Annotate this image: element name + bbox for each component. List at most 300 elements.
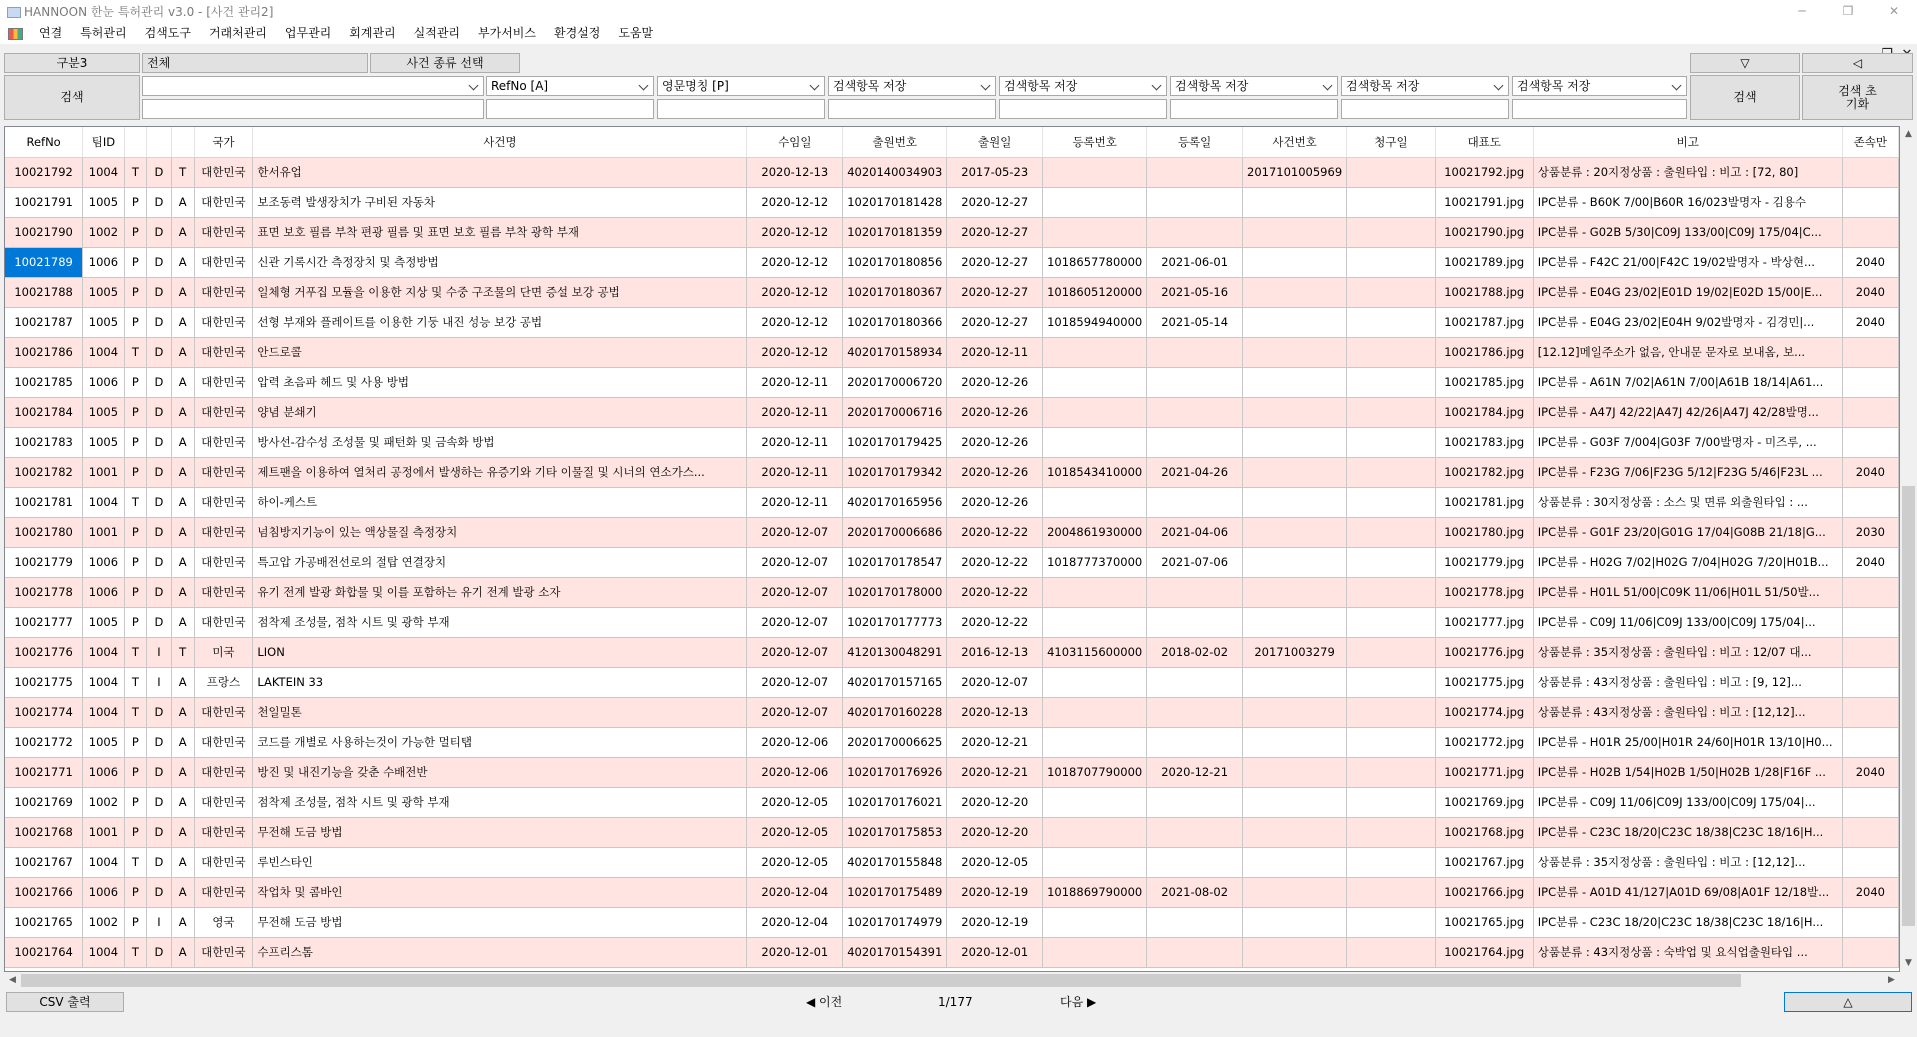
cell-status[interactable]: A [171,367,194,397]
cell-refno[interactable]: 10021766 [5,877,83,907]
cell-country[interactable]: 대한민국 [194,517,253,547]
cell-reg-no[interactable]: 2004861930000 [1043,517,1147,547]
cell-rep-image[interactable]: 10021768.jpg [1435,817,1533,847]
cell-term[interactable]: 2040 [1842,307,1898,337]
cell-status[interactable]: A [171,277,194,307]
cell-refno[interactable]: 10021788 [5,277,83,307]
cell-rep-image[interactable]: 10021769.jpg [1435,787,1533,817]
cell-term[interactable] [1842,157,1898,187]
cell-team-id[interactable]: 1004 [83,697,124,727]
cell-app-no[interactable]: 4020140034903 [843,157,947,187]
cell-reg-no[interactable] [1043,367,1147,397]
column-header-accept-date[interactable]: 수임일 [747,127,843,157]
cell-rep-image[interactable]: 10021778.jpg [1435,577,1533,607]
maximize-icon[interactable]: ❐ [1842,4,1854,18]
cell-case-name[interactable]: 천일밀톤 [253,697,747,727]
cell-app-date[interactable]: 2020-12-19 [947,877,1043,907]
menu-item-search-tools[interactable]: 검색도구 [144,26,191,40]
cell-reg-date[interactable] [1147,397,1243,427]
cell-type[interactable]: P [124,577,147,607]
cell-term[interactable] [1842,817,1898,847]
cell-refno[interactable]: 10021789 [5,247,83,277]
table-row[interactable] [5,757,1899,787]
cell-team-id[interactable]: 1001 [83,817,124,847]
cell-status[interactable]: A [171,817,194,847]
cell-status[interactable]: A [171,937,194,967]
cell-case-name[interactable]: 점착제 조성물, 점착 시트 및 광학 부재 [253,607,747,637]
cell-domestic[interactable]: D [147,757,172,787]
table-row[interactable] [5,607,1899,637]
cell-domestic[interactable]: D [147,367,172,397]
filter-select-english-name[interactable] [657,76,825,96]
cell-reg-date[interactable] [1147,817,1243,847]
filter-select-1[interactable] [142,76,484,96]
filter-input-english-name[interactable] [657,99,825,119]
cell-reg-no[interactable] [1043,577,1147,607]
cell-claim-date[interactable] [1347,457,1436,487]
cell-domestic[interactable]: D [147,487,172,517]
cell-reg-date[interactable] [1147,367,1243,397]
cell-case-name[interactable]: 하이-케스트 [253,487,747,517]
filter-input-7[interactable] [1341,99,1509,119]
cell-country[interactable]: 대한민국 [194,757,253,787]
cell-remarks[interactable]: IPC분류 - A47J 42/22|A47J 42/26|A47J 42/28발명... [1533,397,1842,427]
cell-type[interactable]: P [124,397,147,427]
scroll-left-icon[interactable]: ◀ [9,975,16,985]
cell-app-date[interactable]: 2020-12-11 [947,337,1043,367]
cell-app-date[interactable]: 2020-12-19 [947,907,1043,937]
filter-select-refno[interactable] [486,76,654,96]
cell-case-no[interactable] [1243,277,1347,307]
cell-domestic[interactable]: D [147,697,172,727]
cell-case-name[interactable]: 무전해 도금 방법 [253,817,747,847]
cell-app-no[interactable]: 1020170181359 [843,217,947,247]
cell-accept-date[interactable]: 2020-12-05 [747,787,843,817]
cell-status[interactable]: A [171,337,194,367]
cell-rep-image[interactable]: 10021766.jpg [1435,877,1533,907]
menu-item-settings[interactable]: 환경설정 [554,26,601,40]
scroll-down-icon[interactable]: ▼ [1905,958,1912,968]
cell-case-no[interactable] [1243,907,1347,937]
cell-reg-date[interactable]: 2021-08-02 [1147,877,1243,907]
cell-term[interactable]: 2040 [1842,757,1898,787]
cell-team-id[interactable]: 1005 [83,307,124,337]
cell-accept-date[interactable]: 2020-12-07 [747,517,843,547]
cell-case-no[interactable] [1243,307,1347,337]
cell-rep-image[interactable]: 10021781.jpg [1435,487,1533,517]
cell-rep-image[interactable]: 10021772.jpg [1435,727,1533,757]
cell-refno[interactable]: 10021784 [5,397,83,427]
cell-term[interactable] [1842,367,1898,397]
cell-case-name[interactable]: 제트팬을 이용하여 열처리 공정에서 발생하는 유증기와 기타 이물질 및 시너의 연소가스... [253,457,747,487]
table-row[interactable] [5,847,1899,877]
cell-status[interactable]: A [171,187,194,217]
cell-team-id[interactable]: 1006 [83,577,124,607]
cell-country[interactable]: 대한민국 [194,337,253,367]
cell-team-id[interactable]: 1001 [83,457,124,487]
cell-accept-date[interactable]: 2020-12-12 [747,247,843,277]
prev-page-button[interactable]: ◀ 이전 [806,995,843,1009]
table-row[interactable] [5,547,1899,577]
cell-reg-no[interactable] [1043,427,1147,457]
cell-app-no[interactable]: 1020170180366 [843,307,947,337]
filter-select-7[interactable] [1341,76,1509,96]
cell-domestic[interactable]: D [147,937,172,967]
cell-rep-image[interactable]: 10021777.jpg [1435,607,1533,637]
cell-rep-image[interactable]: 10021767.jpg [1435,847,1533,877]
cell-claim-date[interactable] [1347,427,1436,457]
cell-case-name[interactable]: 보조동력 발생장치가 구비된 자동차 [253,187,747,217]
cell-reg-no[interactable] [1043,937,1147,967]
cell-term[interactable] [1842,697,1898,727]
cell-domestic[interactable]: D [147,307,172,337]
cell-term[interactable] [1842,577,1898,607]
cell-accept-date[interactable]: 2020-12-11 [747,367,843,397]
cell-country[interactable]: 대한민국 [194,697,253,727]
cell-team-id[interactable]: 1004 [83,337,124,367]
cell-case-no[interactable]: 2017101005969 [1243,157,1347,187]
cell-remarks[interactable]: 상품분류 : 43지정상품 : 출원타입 : 비고 : [12,12]... [1533,697,1842,727]
filter-select-8[interactable] [1512,76,1687,96]
cell-app-date[interactable]: 2020-12-26 [947,427,1043,457]
cell-status[interactable]: A [171,907,194,937]
category-select[interactable] [142,53,368,73]
back-button[interactable]: ◁ [1802,53,1913,73]
cell-team-id[interactable]: 1006 [83,247,124,277]
cell-rep-image[interactable]: 10021764.jpg [1435,937,1533,967]
cell-rep-image[interactable]: 10021783.jpg [1435,427,1533,457]
cell-reg-no[interactable]: 1018605120000 [1043,277,1147,307]
cell-remarks[interactable]: IPC분류 - C09J 11/06|C09J 133/00|C09J 175/04|... [1533,787,1842,817]
cell-remarks[interactable]: IPC분류 - A01D 41/127|A01D 69/08|A01F 12/18발... [1533,877,1842,907]
cell-remarks[interactable]: IPC분류 - H01L 51/00|C09K 11/06|H01L 51/50발... [1533,577,1842,607]
cell-reg-date[interactable] [1147,487,1243,517]
cell-term[interactable]: 2040 [1842,457,1898,487]
table-row[interactable] [5,277,1899,307]
cell-team-id[interactable]: 1002 [83,787,124,817]
cell-reg-no[interactable] [1043,697,1147,727]
cell-refno[interactable]: 10021764 [5,937,83,967]
cell-country[interactable]: 대한민국 [194,727,253,757]
table-row[interactable] [5,157,1899,187]
cell-domestic[interactable]: D [147,427,172,457]
cell-type[interactable]: T [124,637,147,667]
cell-remarks[interactable]: IPC분류 - H02B 1/54|H02B 1/50|H02B 1/28|F16F ... [1533,757,1842,787]
cell-domestic[interactable]: D [147,847,172,877]
cell-reg-date[interactable] [1147,727,1243,757]
cell-app-date[interactable]: 2020-12-26 [947,397,1043,427]
cell-reg-date[interactable] [1147,937,1243,967]
cell-remarks[interactable]: [12.12]메일주소가 없음, 안내문 문자로 보내옴, 보... [1533,337,1842,367]
cell-app-no[interactable]: 4020170165956 [843,487,947,517]
cell-accept-date[interactable]: 2020-12-05 [747,817,843,847]
table-row[interactable] [5,187,1899,217]
cell-status[interactable]: A [171,847,194,877]
cell-status[interactable]: A [171,457,194,487]
cell-remarks[interactable]: IPC분류 - E04G 23/02|E04H 9/02발명자 - 김경민|... [1533,307,1842,337]
cell-domestic[interactable]: D [147,517,172,547]
cell-claim-date[interactable] [1347,487,1436,517]
cell-app-date[interactable]: 2020-12-27 [947,187,1043,217]
cell-app-date[interactable]: 2020-12-26 [947,457,1043,487]
cell-reg-date[interactable]: 2021-07-06 [1147,547,1243,577]
cell-case-no[interactable] [1243,457,1347,487]
column-header-term[interactable]: 존속만 [1842,127,1898,157]
cell-accept-date[interactable]: 2020-12-13 [747,157,843,187]
column-header-case-no[interactable]: 사건번호 [1243,127,1347,157]
table-row[interactable] [5,697,1899,727]
cell-status[interactable]: A [171,577,194,607]
cell-case-no[interactable] [1243,247,1347,277]
cell-case-no[interactable] [1243,367,1347,397]
table-row[interactable] [5,247,1899,277]
cell-case-name[interactable]: 코드를 개별로 사용하는것이 가능한 멀티탭 [253,727,747,757]
cell-domestic[interactable]: D [147,577,172,607]
cell-country[interactable]: 대한민국 [194,427,253,457]
expand-button[interactable]: △ [1784,992,1912,1012]
cell-term[interactable]: 2040 [1842,547,1898,577]
cell-domestic[interactable]: D [147,607,172,637]
cell-term[interactable] [1842,427,1898,457]
cell-case-no[interactable] [1243,427,1347,457]
cell-accept-date[interactable]: 2020-12-07 [747,607,843,637]
cell-rep-image[interactable]: 10021789.jpg [1435,247,1533,277]
cell-refno[interactable]: 10021781 [5,487,83,517]
cell-refno[interactable]: 10021767 [5,847,83,877]
vertical-scroll-thumb[interactable] [1902,486,1915,926]
cell-domestic[interactable]: D [147,337,172,367]
cell-rep-image[interactable]: 10021788.jpg [1435,277,1533,307]
cell-type[interactable]: T [124,847,147,877]
cell-remarks[interactable]: 상품분류 : 43지정상품 : 출원타입 : 비고 : [9, 12]... [1533,667,1842,697]
cell-type[interactable]: P [124,217,147,247]
scroll-up-icon[interactable]: ▲ [1905,129,1912,139]
cell-refno[interactable]: 10021765 [5,907,83,937]
cell-claim-date[interactable] [1347,637,1436,667]
cell-reg-no[interactable] [1043,907,1147,937]
cell-app-no[interactable]: 1020170181428 [843,187,947,217]
column-header-domestic[interactable] [147,127,172,157]
cell-status[interactable]: A [171,547,194,577]
cell-refno[interactable]: 10021774 [5,697,83,727]
cell-team-id[interactable]: 1004 [83,937,124,967]
close-icon[interactable]: ✕ [1888,4,1900,18]
cell-rep-image[interactable]: 10021765.jpg [1435,907,1533,937]
vertical-scrollbar[interactable] [1900,126,1917,972]
cell-claim-date[interactable] [1347,367,1436,397]
cell-status[interactable]: T [171,157,194,187]
cell-type[interactable]: T [124,487,147,517]
column-header-country[interactable]: 국가 [194,127,253,157]
cell-reg-date[interactable] [1147,697,1243,727]
cell-reg-no[interactable] [1043,787,1147,817]
cell-term[interactable] [1842,337,1898,367]
cell-remarks[interactable]: IPC분류 - C23C 18/20|C23C 18/38|C23C 18/16|H... [1533,907,1842,937]
cell-type[interactable]: P [124,607,147,637]
cell-domestic[interactable]: D [147,217,172,247]
cell-app-no[interactable]: 1020170180856 [843,247,947,277]
cell-country[interactable]: 미국 [194,637,253,667]
cell-accept-date[interactable]: 2020-12-12 [747,217,843,247]
cell-country[interactable]: 영국 [194,907,253,937]
cell-case-no[interactable] [1243,607,1347,637]
table-row[interactable] [5,727,1899,757]
collapse-button[interactable]: ▽ [1690,53,1800,73]
cell-reg-date[interactable] [1147,787,1243,817]
cell-app-no[interactable]: 2020170006625 [843,727,947,757]
cell-domestic[interactable]: D [147,277,172,307]
cell-domestic[interactable]: I [147,907,172,937]
cell-accept-date[interactable]: 2020-12-12 [747,187,843,217]
cell-remarks[interactable]: IPC분류 - B60K 7/00|B60R 16/023발명자 - 김용수 [1533,187,1842,217]
column-header-rep-image[interactable]: 대표도 [1435,127,1533,157]
cell-app-date[interactable]: 2020-12-22 [947,577,1043,607]
cell-case-name[interactable]: 유기 전계 발광 화합물 및 이를 포함하는 유기 전계 발광 소자 [253,577,747,607]
cell-domestic[interactable]: D [147,457,172,487]
table-row[interactable] [5,397,1899,427]
cell-case-no[interactable] [1243,547,1347,577]
cell-type[interactable]: T [124,697,147,727]
column-header-refno[interactable]: RefNo [5,127,83,157]
cell-type[interactable]: T [124,937,147,967]
cell-remarks[interactable]: 상품분류 : 35지정상품 : 출원타입 : 비고 : [12,12]... [1533,847,1842,877]
cell-type[interactable]: P [124,457,147,487]
cell-reg-no[interactable] [1043,337,1147,367]
cell-claim-date[interactable] [1347,667,1436,697]
cell-status[interactable]: A [171,727,194,757]
csv-export-button[interactable]: CSV 출력 [6,992,124,1012]
cell-team-id[interactable]: 1005 [83,727,124,757]
table-row[interactable] [5,907,1899,937]
table-row[interactable] [5,337,1899,367]
cell-term[interactable] [1842,727,1898,757]
cell-team-id[interactable]: 1004 [83,637,124,667]
cell-type[interactable]: P [124,907,147,937]
cell-status[interactable]: T [171,637,194,667]
cell-claim-date[interactable] [1347,727,1436,757]
cell-app-no[interactable]: 2020170006716 [843,397,947,427]
cell-country[interactable]: 대한민국 [194,577,253,607]
cell-app-no[interactable]: 1020170175853 [843,817,947,847]
cell-team-id[interactable]: 1004 [83,487,124,517]
cell-claim-date[interactable] [1347,187,1436,217]
cell-reg-date[interactable]: 2018-02-02 [1147,637,1243,667]
column-header-case-name[interactable]: 사건명 [253,127,747,157]
cell-domestic[interactable]: D [147,547,172,577]
cell-term[interactable] [1842,847,1898,877]
cell-refno[interactable]: 10021771 [5,757,83,787]
cell-reg-no[interactable] [1043,817,1147,847]
cell-term[interactable]: 2040 [1842,877,1898,907]
filter-input-refno[interactable] [486,99,654,119]
cell-term[interactable]: 2040 [1842,277,1898,307]
table-row[interactable] [5,487,1899,517]
cell-status[interactable]: A [171,757,194,787]
cell-accept-date[interactable]: 2020-12-06 [747,757,843,787]
cell-claim-date[interactable] [1347,277,1436,307]
cell-case-name[interactable]: 안드로콜 [253,337,747,367]
filter-input-1[interactable] [142,99,484,119]
cell-refno[interactable]: 10021768 [5,817,83,847]
cell-type[interactable]: P [124,787,147,817]
cell-reg-no[interactable] [1043,847,1147,877]
cell-type[interactable]: T [124,337,147,367]
cell-case-no[interactable] [1243,877,1347,907]
cell-claim-date[interactable] [1347,697,1436,727]
cell-accept-date[interactable]: 2020-12-12 [747,307,843,337]
column-header-remarks[interactable]: 비고 [1533,127,1842,157]
cell-remarks[interactable]: IPC분류 - C09J 11/06|C09J 133/00|C09J 175/04|... [1533,607,1842,637]
menu-item-patent[interactable]: 특허관리 [80,26,127,40]
cell-claim-date[interactable] [1347,397,1436,427]
cell-app-date[interactable]: 2020-12-20 [947,787,1043,817]
cell-accept-date[interactable]: 2020-12-11 [747,427,843,457]
cell-app-date[interactable]: 2020-12-27 [947,307,1043,337]
horizontal-scroll-thumb[interactable] [21,974,1741,987]
cell-term[interactable] [1842,637,1898,667]
cell-status[interactable]: A [171,427,194,457]
cell-term[interactable] [1842,667,1898,697]
table-row[interactable] [5,217,1899,247]
cell-country[interactable]: 대한민국 [194,487,253,517]
table-row[interactable] [5,877,1899,907]
cell-case-no[interactable] [1243,397,1347,427]
cell-case-no[interactable] [1243,817,1347,847]
table-row[interactable] [5,457,1899,487]
cell-refno[interactable]: 10021787 [5,307,83,337]
cell-app-no[interactable]: 1020170179425 [843,427,947,457]
cell-case-name[interactable]: 표면 보호 필름 부착 편광 필름 및 표면 보호 필름 부착 광학 부재 [253,217,747,247]
cell-reg-date[interactable]: 2021-06-01 [1147,247,1243,277]
cell-reg-no[interactable]: 1018777370000 [1043,547,1147,577]
cell-remarks[interactable]: IPC분류 - F42C 21/00|F42C 19/02발명자 - 박상현... [1533,247,1842,277]
cell-reg-no[interactable] [1043,607,1147,637]
cell-type[interactable]: P [124,247,147,277]
cell-status[interactable]: A [171,307,194,337]
cell-app-date[interactable]: 2020-12-21 [947,757,1043,787]
cell-domestic[interactable]: I [147,667,172,697]
cell-case-name[interactable]: 방사선-감수성 조성물 및 패턴화 및 금속화 방법 [253,427,747,457]
cell-remarks[interactable]: IPC분류 - G03F 7/004|G03F 7/00발명자 - 미즈루, ... [1533,427,1842,457]
cell-accept-date[interactable]: 2020-12-07 [747,667,843,697]
cell-reg-date[interactable] [1147,667,1243,697]
cell-domestic[interactable]: D [147,817,172,847]
cell-app-date[interactable]: 2020-12-21 [947,727,1043,757]
cell-claim-date[interactable] [1347,817,1436,847]
cell-app-no[interactable]: 1020170177773 [843,607,947,637]
cell-type[interactable]: P [124,517,147,547]
cell-app-no[interactable]: 1020170178547 [843,547,947,577]
cell-country[interactable]: 대한민국 [194,847,253,877]
cell-app-date[interactable]: 2020-12-22 [947,607,1043,637]
cell-reg-date[interactable] [1147,847,1243,877]
cell-reg-no[interactable]: 1018594940000 [1043,307,1147,337]
cell-type[interactable]: P [124,307,147,337]
cell-rep-image[interactable]: 10021785.jpg [1435,367,1533,397]
table-row[interactable] [5,667,1899,697]
cell-accept-date[interactable]: 2020-12-12 [747,277,843,307]
cell-rep-image[interactable]: 10021790.jpg [1435,217,1533,247]
cell-accept-date[interactable]: 2020-12-07 [747,577,843,607]
cell-case-name[interactable]: 일체형 거푸집 모듈을 이용한 지상 및 수중 구조물의 단면 증설 보강 공법 [253,277,747,307]
cell-refno[interactable]: 10021769 [5,787,83,817]
table-row[interactable] [5,517,1899,547]
cell-reg-no[interactable]: 1018707790000 [1043,757,1147,787]
cell-domestic[interactable]: D [147,157,172,187]
cell-rep-image[interactable]: 10021780.jpg [1435,517,1533,547]
cell-refno[interactable]: 10021791 [5,187,83,217]
cell-accept-date[interactable]: 2020-12-04 [747,877,843,907]
